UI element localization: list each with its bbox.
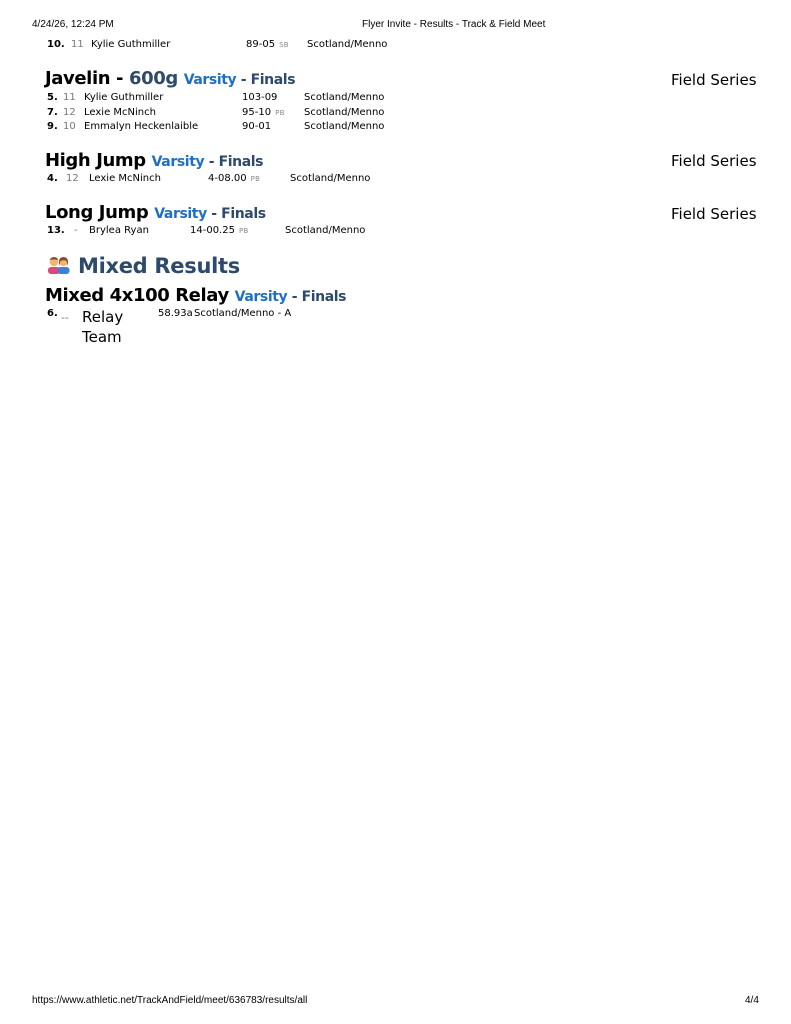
athlete-name-link[interactable]: Lexie McNinch (89, 173, 161, 184)
field-series-link[interactable]: Field Series (671, 71, 757, 89)
personal-best-badge: PB (275, 109, 285, 117)
grade: -- (61, 311, 69, 324)
team-link[interactable]: Scotland/Menno (307, 39, 388, 50)
event-title-mixed-relay[interactable] (45, 285, 346, 306)
place: 10. (47, 39, 65, 50)
print-page-title: Flyer Invite - Results - Track & Field Meet (362, 19, 546, 30)
result-row (47, 39, 65, 50)
section-title-mixed: Mixed Results (78, 254, 240, 278)
round-label: - Finals (206, 206, 266, 222)
event-weight: 600g (128, 68, 178, 89)
division-label: Varsity (151, 154, 205, 170)
mark: 58.93a (158, 308, 193, 319)
event-name: Mixed 4x100 Relay (45, 285, 229, 306)
mark: 95-10 (242, 107, 272, 118)
mixed-people-icon (47, 256, 71, 274)
mark: 103-09 (242, 92, 278, 103)
relay-team-name-line1: Relay (82, 308, 124, 326)
grade: 12 (66, 173, 79, 184)
athlete-name-link[interactable]: Kylie Guthmiller (84, 92, 164, 103)
team-link[interactable]: Scotland/Menno (304, 92, 385, 103)
event-name: High Jump (45, 150, 146, 171)
grade: 10 (63, 121, 76, 132)
team-link[interactable]: Scotland/Menno (304, 107, 385, 118)
field-series-link[interactable]: Field Series (671, 205, 757, 223)
athlete-name-link[interactable]: Emmalyn Heckenlaible (84, 121, 199, 132)
round-label: - Finals (204, 154, 264, 170)
season-best-badge: SB (279, 41, 289, 49)
grade: 12 (63, 107, 76, 118)
grade: 11 (63, 92, 76, 103)
relay-team-name-line2: Team (82, 328, 122, 346)
event-title-javelin[interactable] (45, 68, 295, 89)
place: 5. (47, 92, 58, 103)
event-name: Long Jump (45, 202, 149, 223)
athlete-name-link[interactable]: Kylie Guthmiller (91, 39, 171, 50)
division-label: Varsity (183, 72, 237, 88)
personal-best-badge: PB (250, 175, 261, 183)
division-label: Varsity (234, 289, 288, 305)
place: 7. (47, 107, 58, 118)
field-series-link[interactable]: Field Series (671, 152, 757, 170)
place: 9. (47, 121, 58, 132)
print-url: https://www.athletic.net/TrackAndField/meet/636783/results/all (32, 995, 308, 1006)
round-label: - Finals (236, 72, 296, 88)
mark: 14-00.25 (190, 225, 235, 236)
event-name: Javelin - (45, 68, 129, 89)
grade: 11 (71, 39, 84, 50)
athlete-name-link[interactable]: Brylea Ryan (89, 225, 149, 236)
team-link[interactable]: Scotland/Menno (304, 121, 385, 132)
print-page-number: 4/4 (745, 995, 759, 1006)
personal-best-badge: PB (238, 227, 249, 235)
print-datetime: 4/24/26, 12:24 PM (32, 19, 114, 30)
mark: 89-05 (246, 39, 276, 50)
division-label: Varsity (154, 206, 207, 222)
mark: 4-08.00 (208, 173, 247, 184)
team-link[interactable]: Scotland/Menno - A (194, 308, 292, 319)
event-title-high-jump[interactable] (45, 150, 263, 171)
grade: - (74, 225, 78, 236)
event-title-long-jump[interactable] (45, 202, 266, 223)
relay-team-link[interactable] (82, 307, 123, 347)
round-label: - Finals (287, 289, 347, 305)
team-link[interactable]: Scotland/Menno (290, 173, 371, 184)
athlete-name-link[interactable]: Lexie McNinch (84, 107, 156, 118)
place: 4. (47, 173, 58, 184)
mark: 90-01 (242, 121, 272, 132)
place: 6. (47, 308, 58, 319)
team-link[interactable]: Scotland/Menno (285, 225, 366, 236)
place: 13. (47, 225, 65, 236)
